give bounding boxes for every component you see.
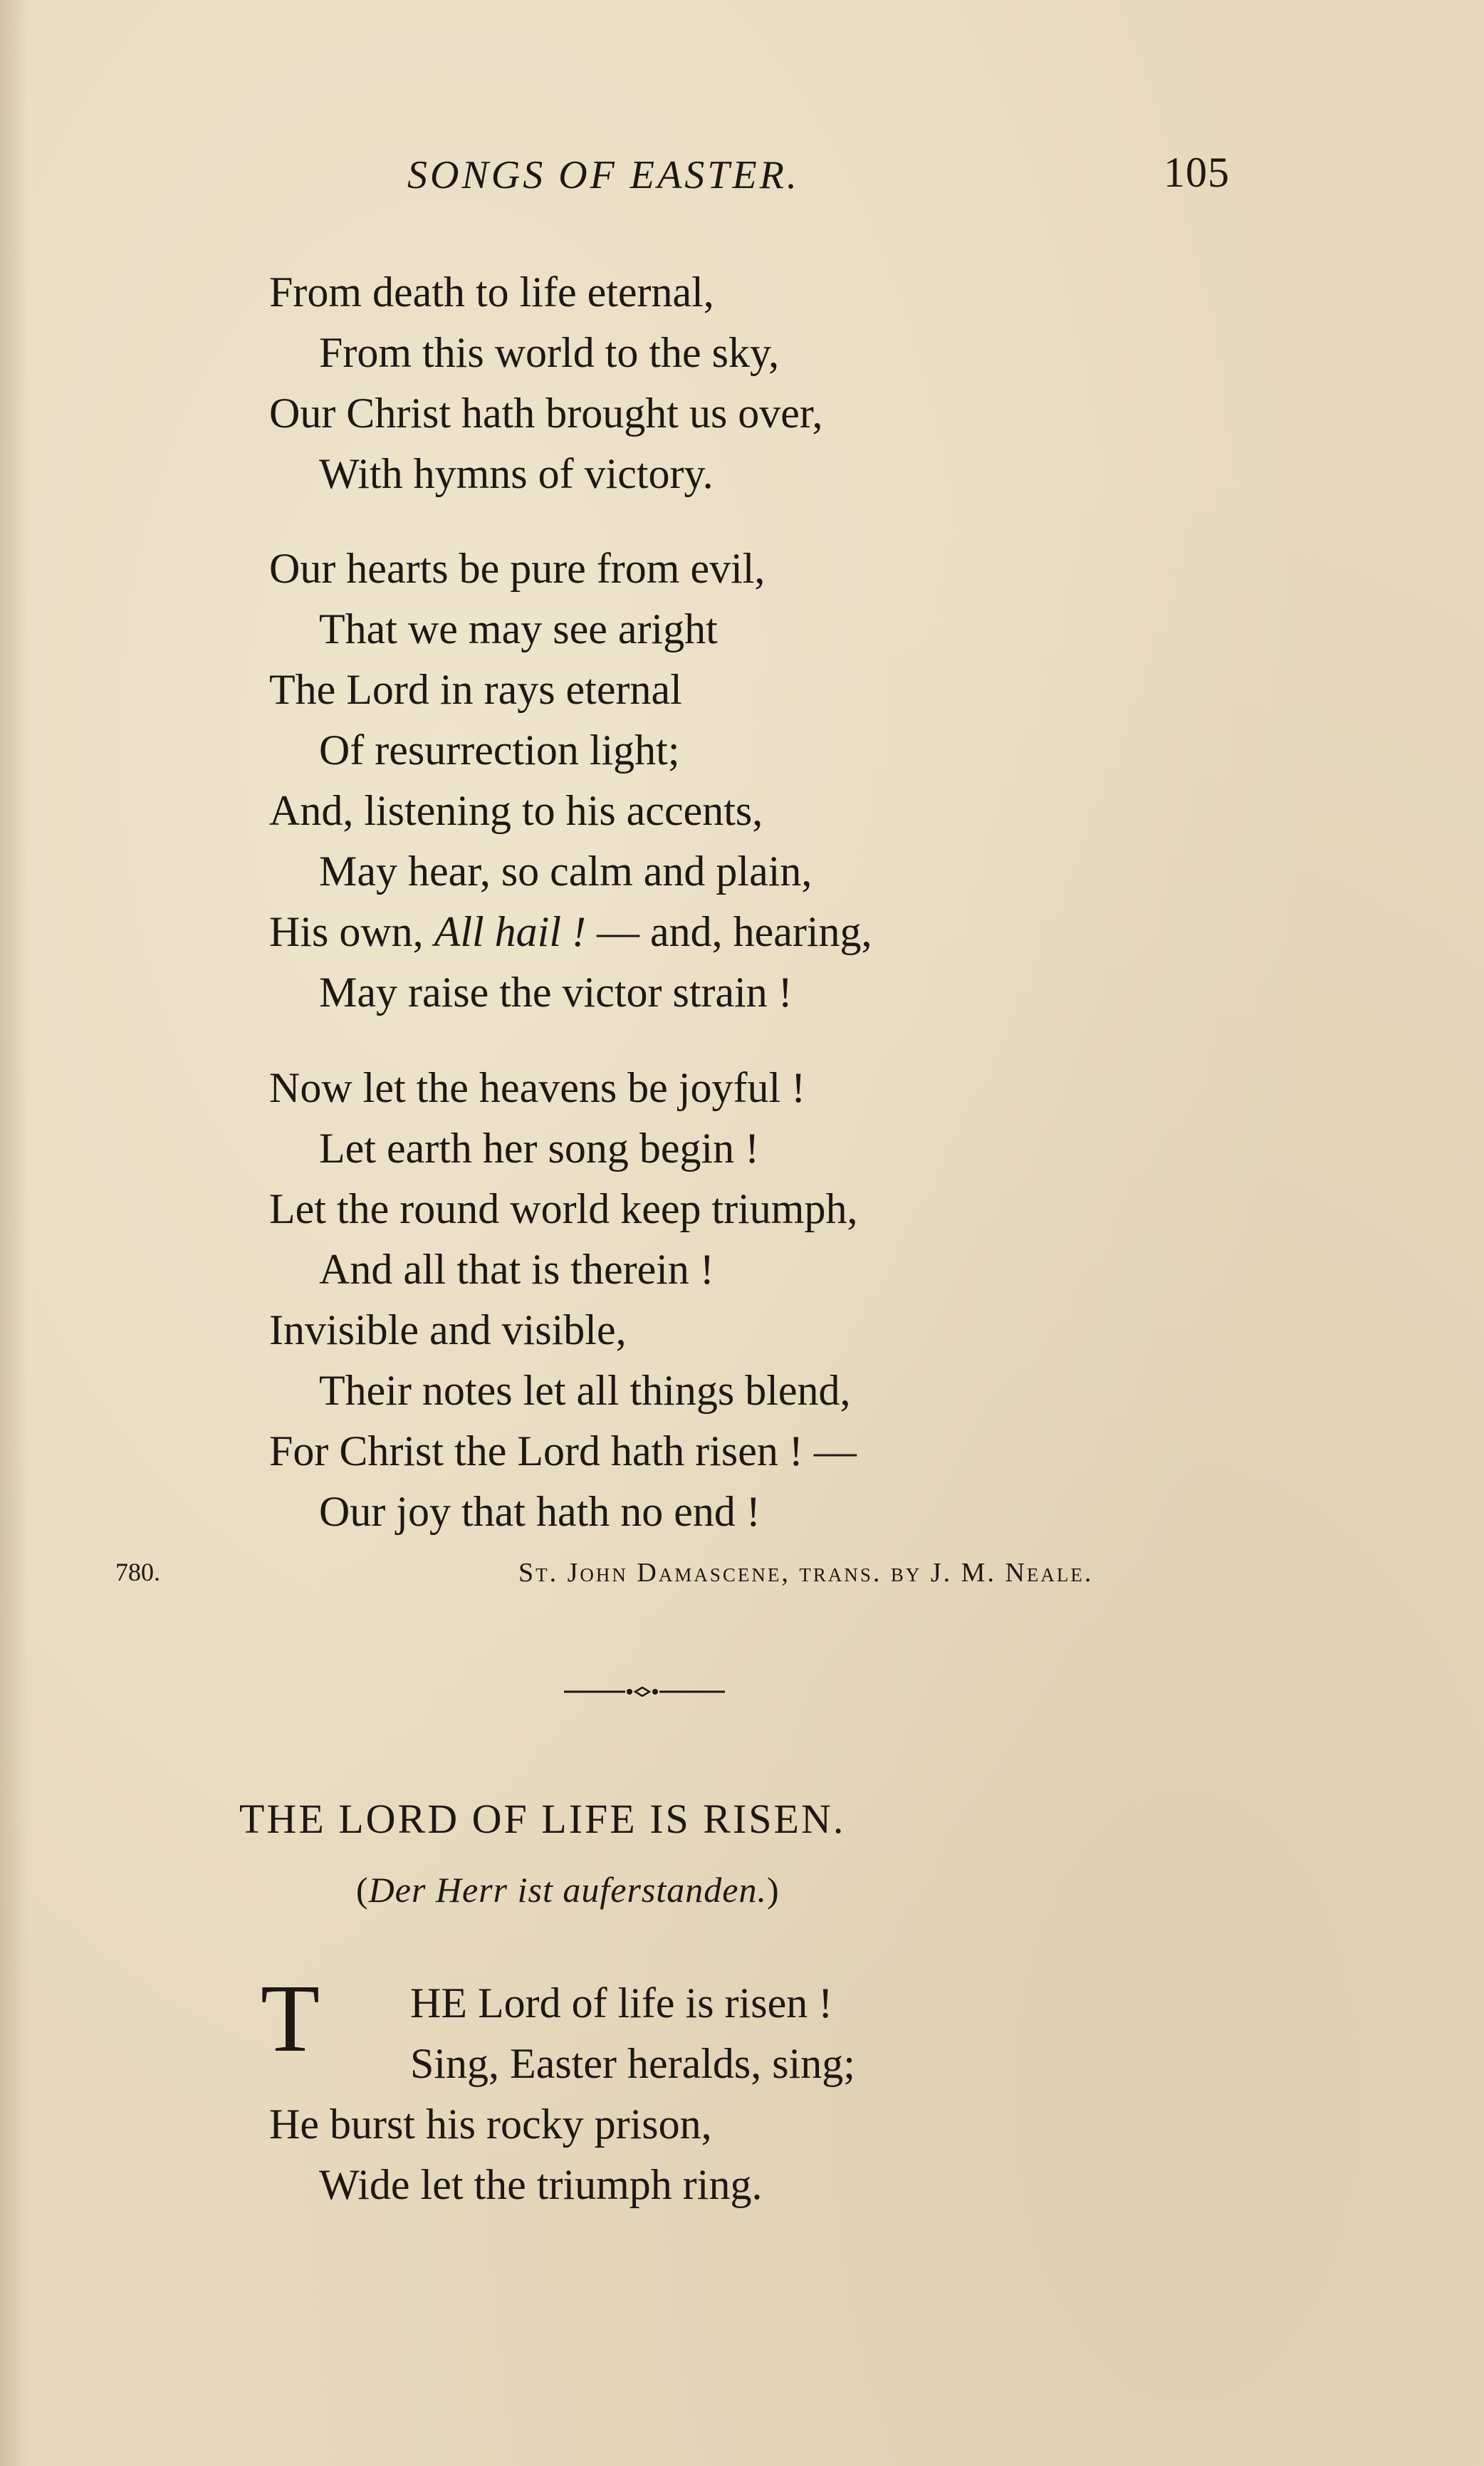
poem-line: That we may see aright <box>319 605 718 652</box>
drop-cap: T <box>261 1965 320 2072</box>
poem-line: He burst his rocky prison, <box>269 2101 712 2148</box>
poem-line: Sing, Easter heralds, sing; <box>410 2040 855 2087</box>
poem-line-all-hail <box>269 910 872 953</box>
poem-line: Wide let the triumph ring. <box>319 2161 763 2208</box>
paren-close: ) <box>766 1870 780 1910</box>
original-title-text: Der Herr ist auferstanden. <box>368 1870 767 1910</box>
poem-line: Our hearts be pure from evil, <box>269 545 765 592</box>
paren-open: ( <box>356 1870 369 1910</box>
italic-phrase: All hail ! <box>434 908 586 955</box>
running-title: SONGS OF EASTER. <box>407 153 800 197</box>
poem-line: From death to life eternal, <box>269 269 714 316</box>
poem-line: Now let the heavens be joyful ! <box>269 1064 806 1111</box>
poem-line: Invisible and visible, <box>269 1306 627 1353</box>
section-divider-ornament <box>564 1687 725 1697</box>
poem-line: With hymns of victory. <box>319 450 714 497</box>
poem-line: For Christ the Lord hath risen ! — <box>269 1427 857 1474</box>
poem-line: And, listening to his accents, <box>269 787 763 834</box>
line-text: His own, <box>269 908 434 955</box>
poem-line: HE Lord of life is risen ! <box>410 1979 833 2027</box>
poem-line: Their notes let all things blend, <box>319 1367 851 1414</box>
poem-line: Let earth her song begin ! <box>319 1125 760 1172</box>
poem-line: Our Christ hath brought us over, <box>269 390 823 437</box>
line-text: — and, hearing, <box>586 908 872 955</box>
attribution: St. John Damascene, trans. by J. M. Neale. <box>518 1558 1094 1588</box>
poem-line: From this world to the sky, <box>319 329 780 376</box>
poem-line: And all that is therein ! <box>319 1246 714 1293</box>
hymn-original-title <box>356 1869 780 1910</box>
poem-line: May hear, so calm and plain, <box>319 848 812 895</box>
poem-line: May raise the victor strain ! <box>319 969 793 1016</box>
hymn-year: 780. <box>115 1558 160 1586</box>
hymn-title: THE LORD OF LIFE IS RISEN. <box>239 1796 846 1842</box>
poem-line: The Lord in rays eternal <box>269 666 682 713</box>
poem-line: Our joy that hath no end ! <box>319 1488 761 1535</box>
poem-line: Let the round world keep triumph, <box>269 1185 858 1232</box>
poem-line: Of resurrection light; <box>319 727 680 774</box>
page-number: 105 <box>1164 149 1230 196</box>
